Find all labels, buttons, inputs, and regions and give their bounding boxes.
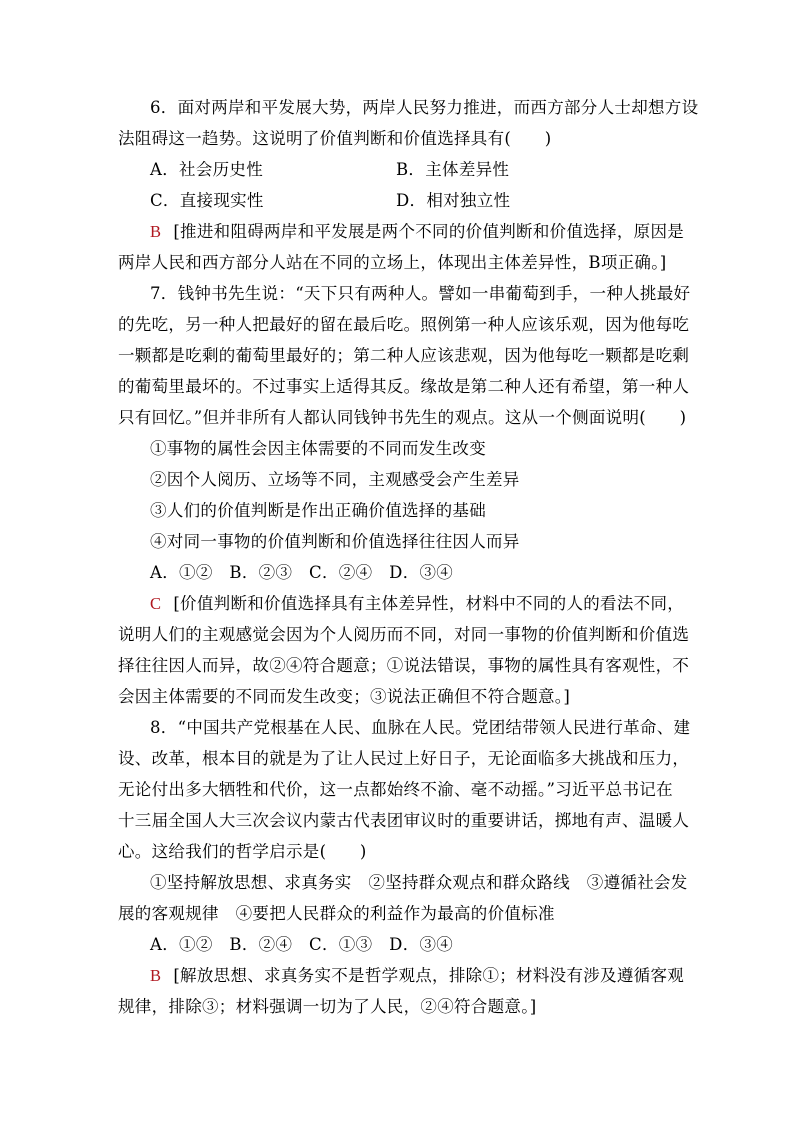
q7-options: A．①② B．②③ C．②④ D．③④: [150, 563, 454, 582]
q7-statement-4: ④对同一事物的价值判断和价值选择往往因人而异: [150, 532, 520, 551]
q6-option-a: A．社会历史性: [150, 160, 264, 179]
q7-answer: C: [150, 594, 162, 613]
q6-stem-line-1: 6．面对两岸和平发展大势，两岸人民努力推进，而西方部分人士却想方设: [150, 98, 699, 117]
q8-explanation-line-1: [150, 966, 710, 986]
q7-explanation-line-3: 择往往因人而异，故②④符合题意；①说法错误，事物的属性具有客观性，不: [118, 656, 690, 675]
q6-explanation-text-1: [推进和阻碍两岸和平发展是两个不同的价值判断和价值选择，原因是: [173, 222, 685, 241]
q6-options-row-2: [150, 191, 710, 211]
q8-statements-line-1: ①坚持解放思想、求真务实 ②坚持群众观点和群众路线 ③遵循社会发: [150, 873, 688, 892]
q8-stem-line-3: 无论付出多大牺牲和代价，这一点都始终不渝、毫不动摇。”习近平总书记在: [118, 780, 673, 799]
q6-options-row-1: [150, 160, 710, 180]
q6-option-d: D．相对独立性: [396, 191, 511, 210]
q7-explanation-text-1: [价值判断和价值选择具有主体差异性，材料中不同的人的看法不同，: [173, 594, 685, 613]
q8-stem-line-4: 十三届全国人大三次会议内蒙古代表团审议时的重要讲话，掷地有声、温暖人: [118, 811, 690, 830]
q7-statement-2: ②因个人阅历、立场等不同，主观感受会产生差异: [150, 470, 520, 489]
q6-option-b: B．主体差异性: [396, 160, 510, 179]
q7-statement-3: ③人们的价值判断是作出正确价值选择的基础: [150, 501, 486, 520]
q8-statements-line-2: 展的客观规律 ④要把人民群众的利益作为最高的价值标准: [118, 904, 555, 923]
q8-options: A．①② B．②④ C．①③ D．③④: [150, 935, 454, 954]
q6-stem-line-2: 法阻碍这一趋势。这说明了价值判断和价值选择具有( ): [118, 129, 552, 148]
q7-stem-line-5: 只有回忆。”但并非所有人都认同钱钟书先生的观点。这从一个侧面说明( ): [118, 408, 687, 427]
q8-explanation-text-1: [解放思想、求真务实不是哲学观点，排除①；材料没有涉及遵循客观: [173, 966, 685, 985]
q6-answer: B: [150, 222, 162, 241]
q7-explanation-line-1: [150, 594, 710, 614]
q7-explanation-line-2: 说明人们的主观感觉会因为个人阅历而不同，对同一事物的价值判断和价值选: [118, 625, 690, 644]
q8-stem-line-1: 8．“中国共产党根基在人民、血脉在人民。党团结带领人民进行革命、建: [150, 718, 691, 737]
q7-stem-line-4: 的葡萄里最坏的。不过事实上适得其反。缘故是第二种人还有希望，第一种人: [118, 377, 690, 396]
q7-explanation-line-4: 会因主体需要的不同而发生改变；③说法正确但不符合题意。]: [118, 687, 571, 706]
q8-stem-line-5: 心。这给我们的哲学启示是( ): [118, 842, 367, 861]
q8-explanation-line-2: 规律，排除③；材料强调一切为了人民，②④符合题意。]: [118, 997, 537, 1016]
q6-explanation-line-1: [150, 222, 710, 242]
q7-statement-1: ①事物的属性会因主体需要的不同而发生改变: [150, 439, 486, 458]
q6-option-c: C．直接现实性: [150, 191, 264, 210]
q8-answer: B: [150, 966, 162, 985]
q6-explanation-line-2: 两岸人民和西方部分人站在不同的立场上，体现出主体差异性，B项正确。]: [118, 253, 667, 272]
q7-stem-line-1: 7．钱钟书先生说：“天下只有两种人。譬如一串葡萄到手，一种人挑最好: [150, 284, 691, 303]
q8-stem-line-2: 设、改革，根本目的就是为了让人民过上好日子，无论面临多大挑战和压力，: [118, 749, 690, 768]
q7-stem-line-3: 一颗都是吃剩的葡萄里最好的；第二种人应该悲观，因为他每吃一颗都是吃剩: [118, 346, 690, 365]
q7-stem-line-2: 的先吃，另一种人把最好的留在最后吃。照例第一种人应该乐观，因为他每吃: [118, 315, 690, 334]
